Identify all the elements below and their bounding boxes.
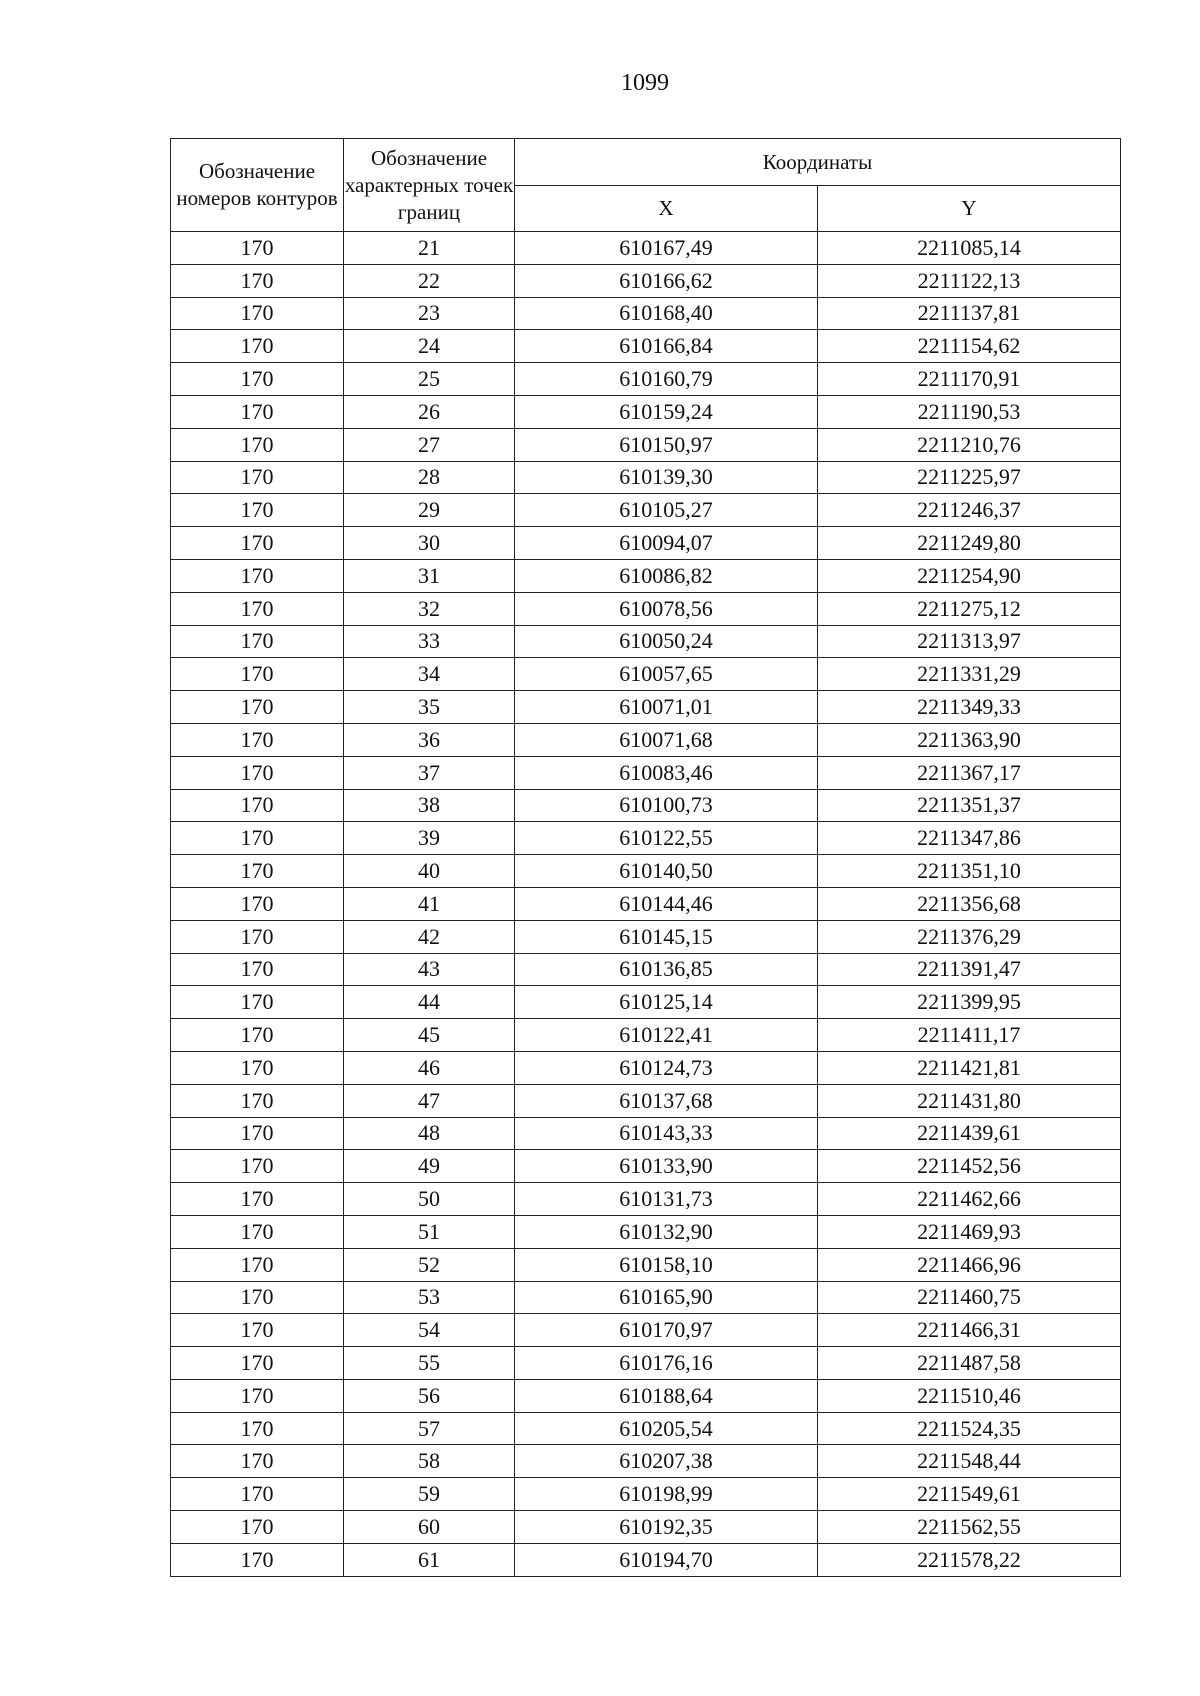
cell-point-number: 44 [344,986,515,1019]
cell-y: 2211466,31 [818,1314,1121,1347]
cell-y: 2211411,17 [818,1019,1121,1052]
cell-contour-number: 170 [171,264,344,297]
cell-contour-number: 170 [171,953,344,986]
cell-point-number: 33 [344,625,515,658]
cell-y: 2211154,62 [818,330,1121,363]
cell-x: 610125,14 [515,986,818,1019]
table-row [171,1314,1121,1347]
cell-y: 2211431,80 [818,1084,1121,1117]
header-y: Y [818,186,1121,232]
table-row [171,822,1121,855]
cell-contour-number: 170 [171,691,344,724]
cell-x: 610168,40 [515,297,818,330]
cell-contour-number: 170 [171,1379,344,1412]
cell-x: 610159,24 [515,395,818,428]
cell-y: 2211376,29 [818,920,1121,953]
page-number: 1099 [621,70,669,96]
cell-y: 2211487,58 [818,1347,1121,1380]
header-x: X [515,186,818,232]
header-contour-numbers: Обозначение номеров контуров [171,139,344,232]
cell-x: 610086,82 [515,559,818,592]
cell-x: 610205,54 [515,1412,818,1445]
cell-point-number: 24 [344,330,515,363]
table-row [171,592,1121,625]
cell-contour-number: 170 [171,723,344,756]
coordinates-table [170,138,1121,1577]
table-row [171,264,1121,297]
cell-contour-number: 170 [171,986,344,1019]
cell-point-number: 21 [344,232,515,265]
cell-contour-number: 170 [171,1084,344,1117]
table-row [171,1379,1121,1412]
cell-x: 610145,15 [515,920,818,953]
cell-y: 2211351,10 [818,855,1121,888]
cell-y: 2211367,17 [818,756,1121,789]
cell-y: 2211466,96 [818,1248,1121,1281]
cell-x: 610207,38 [515,1445,818,1478]
table-row [171,330,1121,363]
cell-contour-number: 170 [171,330,344,363]
cell-contour-number: 170 [171,559,344,592]
cell-point-number: 59 [344,1478,515,1511]
table-row [171,1478,1121,1511]
cell-point-number: 39 [344,822,515,855]
cell-y: 2211254,90 [818,559,1121,592]
cell-y: 2211524,35 [818,1412,1121,1445]
table-row [171,1412,1121,1445]
cell-contour-number: 170 [171,1347,344,1380]
table-row [171,1511,1121,1544]
cell-point-number: 30 [344,527,515,560]
cell-point-number: 43 [344,953,515,986]
cell-contour-number: 170 [171,887,344,920]
cell-point-number: 36 [344,723,515,756]
cell-point-number: 46 [344,1051,515,1084]
cell-contour-number: 170 [171,461,344,494]
cell-point-number: 56 [344,1379,515,1412]
cell-y: 2211549,61 [818,1478,1121,1511]
table-row [171,559,1121,592]
table-row [171,1281,1121,1314]
cell-contour-number: 170 [171,756,344,789]
table-row [171,887,1121,920]
cell-x: 610143,33 [515,1117,818,1150]
cell-x: 610133,90 [515,1150,818,1183]
cell-y: 2211363,90 [818,723,1121,756]
table-row [171,527,1121,560]
cell-point-number: 37 [344,756,515,789]
table-row [171,953,1121,986]
cell-x: 610050,24 [515,625,818,658]
cell-y: 2211439,61 [818,1117,1121,1150]
cell-x: 610071,01 [515,691,818,724]
cell-y: 2211351,37 [818,789,1121,822]
table-row [171,1248,1121,1281]
cell-point-number: 57 [344,1412,515,1445]
cell-contour-number: 170 [171,1314,344,1347]
cell-y: 2211275,12 [818,592,1121,625]
cell-contour-number: 170 [171,1445,344,1478]
cell-contour-number: 170 [171,789,344,822]
cell-y: 2211578,22 [818,1543,1121,1576]
cell-contour-number: 170 [171,1117,344,1150]
cell-y: 2211246,37 [818,494,1121,527]
table-row [171,1445,1121,1478]
table-row [171,363,1121,396]
cell-x: 610144,46 [515,887,818,920]
cell-x: 610131,73 [515,1183,818,1216]
cell-point-number: 38 [344,789,515,822]
cell-contour-number: 170 [171,363,344,396]
cell-x: 610165,90 [515,1281,818,1314]
cell-x: 610078,56 [515,592,818,625]
cell-point-number: 47 [344,1084,515,1117]
cell-y: 2211210,76 [818,428,1121,461]
cell-x: 610132,90 [515,1215,818,1248]
cell-contour-number: 170 [171,527,344,560]
table-row [171,1150,1121,1183]
cell-y: 2211562,55 [818,1511,1121,1544]
cell-y: 2211462,66 [818,1183,1121,1216]
cell-contour-number: 170 [171,855,344,888]
cell-y: 2211452,56 [818,1150,1121,1183]
cell-contour-number: 170 [171,1183,344,1216]
cell-point-number: 35 [344,691,515,724]
cell-point-number: 48 [344,1117,515,1150]
cell-x: 610100,73 [515,789,818,822]
table-row [171,395,1121,428]
cell-contour-number: 170 [171,658,344,691]
header-coordinates: Координаты [515,139,1121,186]
cell-y: 2211122,13 [818,264,1121,297]
table-row [171,789,1121,822]
cell-point-number: 26 [344,395,515,428]
cell-contour-number: 170 [171,1543,344,1576]
cell-contour-number: 170 [171,395,344,428]
table-row [171,297,1121,330]
cell-x: 610124,73 [515,1051,818,1084]
cell-y: 2211356,68 [818,887,1121,920]
cell-x: 610071,68 [515,723,818,756]
cell-point-number: 40 [344,855,515,888]
cell-point-number: 60 [344,1511,515,1544]
cell-x: 610167,49 [515,232,818,265]
cell-x: 610140,50 [515,855,818,888]
cell-x: 610166,62 [515,264,818,297]
cell-contour-number: 170 [171,1215,344,1248]
table-row [171,920,1121,953]
cell-y: 2211460,75 [818,1281,1121,1314]
cell-contour-number: 170 [171,1019,344,1052]
cell-y: 2211421,81 [818,1051,1121,1084]
table-row [171,1051,1121,1084]
cell-point-number: 52 [344,1248,515,1281]
cell-x: 610192,35 [515,1511,818,1544]
cell-point-number: 50 [344,1183,515,1216]
cell-x: 610170,97 [515,1314,818,1347]
cell-point-number: 23 [344,297,515,330]
cell-contour-number: 170 [171,592,344,625]
cell-contour-number: 170 [171,1281,344,1314]
table-row [171,1183,1121,1216]
cell-point-number: 61 [344,1543,515,1576]
table-row [171,428,1121,461]
cell-point-number: 58 [344,1445,515,1478]
cell-y: 2211347,86 [818,822,1121,855]
cell-contour-number: 170 [171,428,344,461]
cell-y: 2211469,93 [818,1215,1121,1248]
cell-point-number: 29 [344,494,515,527]
table-row [171,625,1121,658]
cell-y: 2211137,81 [818,297,1121,330]
cell-point-number: 55 [344,1347,515,1380]
table-row [171,756,1121,789]
cell-x: 610139,30 [515,461,818,494]
table-row [171,232,1121,265]
cell-x: 610137,68 [515,1084,818,1117]
table-row [171,1543,1121,1576]
table-row [171,1347,1121,1380]
cell-x: 610083,46 [515,756,818,789]
cell-y: 2211510,46 [818,1379,1121,1412]
cell-point-number: 53 [344,1281,515,1314]
cell-contour-number: 170 [171,1150,344,1183]
cell-contour-number: 170 [171,920,344,953]
cell-x: 610160,79 [515,363,818,396]
cell-x: 610166,84 [515,330,818,363]
cell-contour-number: 170 [171,297,344,330]
table-row [171,1215,1121,1248]
cell-point-number: 51 [344,1215,515,1248]
cell-y: 2211190,53 [818,395,1121,428]
cell-y: 2211331,29 [818,658,1121,691]
cell-point-number: 27 [344,428,515,461]
cell-x: 610158,10 [515,1248,818,1281]
cell-x: 610150,97 [515,428,818,461]
cell-contour-number: 170 [171,1051,344,1084]
cell-y: 2211349,33 [818,691,1121,724]
table-row [171,723,1121,756]
cell-point-number: 25 [344,363,515,396]
cell-x: 610122,41 [515,1019,818,1052]
cell-point-number: 54 [344,1314,515,1347]
cell-point-number: 34 [344,658,515,691]
cell-point-number: 28 [344,461,515,494]
table-row [171,494,1121,527]
cell-x: 610094,07 [515,527,818,560]
cell-y: 2211085,14 [818,232,1121,265]
cell-point-number: 31 [344,559,515,592]
cell-y: 2211170,91 [818,363,1121,396]
cell-x: 610176,16 [515,1347,818,1380]
cell-point-number: 42 [344,920,515,953]
table-row [171,855,1121,888]
cell-y: 2211225,97 [818,461,1121,494]
cell-contour-number: 170 [171,494,344,527]
table-row [171,1019,1121,1052]
table-row [171,461,1121,494]
header-boundary-points: Обозначение характерных точек границ [344,139,515,232]
table-body [171,232,1121,1577]
cell-y: 2211399,95 [818,986,1121,1019]
cell-point-number: 49 [344,1150,515,1183]
cell-point-number: 32 [344,592,515,625]
cell-y: 2211548,44 [818,1445,1121,1478]
table-row [171,986,1121,1019]
table-row [171,658,1121,691]
cell-x: 610194,70 [515,1543,818,1576]
table-row [171,691,1121,724]
cell-contour-number: 170 [171,232,344,265]
cell-contour-number: 170 [171,1412,344,1445]
cell-x: 610122,55 [515,822,818,855]
table-row [171,1117,1121,1150]
cell-contour-number: 170 [171,1248,344,1281]
table-row [171,1084,1121,1117]
cell-contour-number: 170 [171,1478,344,1511]
cell-y: 2211313,97 [818,625,1121,658]
cell-x: 610057,65 [515,658,818,691]
cell-contour-number: 170 [171,625,344,658]
cell-y: 2211249,80 [818,527,1121,560]
cell-point-number: 45 [344,1019,515,1052]
table-header [171,139,1121,232]
cell-point-number: 41 [344,887,515,920]
cell-contour-number: 170 [171,822,344,855]
cell-x: 610198,99 [515,1478,818,1511]
cell-point-number: 22 [344,264,515,297]
cell-x: 610188,64 [515,1379,818,1412]
cell-x: 610105,27 [515,494,818,527]
cell-contour-number: 170 [171,1511,344,1544]
cell-x: 610136,85 [515,953,818,986]
cell-y: 2211391,47 [818,953,1121,986]
